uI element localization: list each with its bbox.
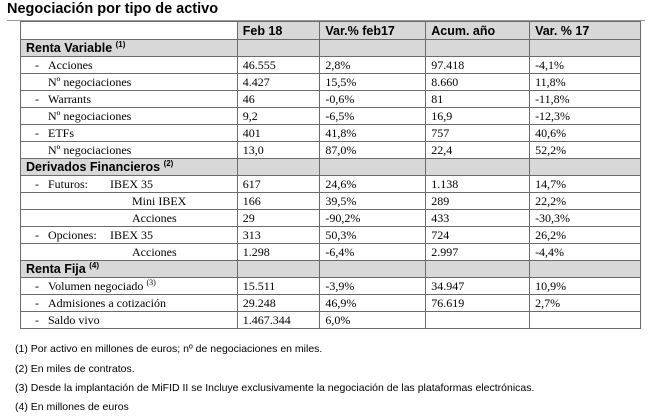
section-note: (2): [163, 158, 174, 168]
row-label-cell: [21, 278, 238, 295]
value-feb18: 1.298: [237, 244, 320, 261]
row-label-cell: [21, 74, 238, 91]
value-var-17: 22,2%: [530, 193, 641, 210]
value-feb18: 4.427: [237, 74, 320, 91]
value-acum-ano: 16,9: [426, 108, 530, 125]
value-var-17: 2,7%: [530, 295, 641, 312]
page-title: Negociación por tipo de activo: [7, 1, 219, 17]
section-note: (4): [89, 260, 100, 270]
value-var-17: 26,2%: [530, 227, 641, 244]
row-label: Futuros:: [48, 177, 89, 191]
value-feb18: 46.555: [237, 57, 320, 74]
row-label: Nº negociaciones: [48, 143, 132, 157]
row-dash: -: [35, 92, 39, 106]
value-acum-ano: 724: [426, 227, 530, 244]
value-var-feb17: -6,4%: [320, 244, 426, 261]
value-feb18: 15.511: [237, 278, 320, 295]
value-var-17: -11,8%: [530, 91, 641, 108]
value-var-17: -12,3%: [530, 108, 641, 125]
row-label-cell: [21, 227, 238, 244]
table-row: [21, 176, 641, 193]
row-label-cell: [21, 312, 238, 329]
value-acum-ano: 1.138: [426, 176, 530, 193]
value-feb18: 9,2: [237, 108, 320, 125]
section-empty-cell: [237, 261, 320, 278]
value-acum-ano: 289: [426, 193, 530, 210]
value-var-17: 10,9%: [530, 278, 641, 295]
value-var-feb17: 41,8%: [320, 125, 426, 142]
row-dash: -: [35, 296, 39, 310]
row-label-cell: [21, 193, 238, 210]
row-label-cell: [21, 244, 238, 261]
table-row: [21, 278, 641, 295]
value-acum-ano: 97.418: [426, 57, 530, 74]
value-acum-ano: 2.997: [426, 244, 530, 261]
table-row: [21, 108, 641, 125]
row-label-cell: [21, 176, 238, 193]
section-empty-cell: [530, 159, 641, 176]
table-body: [21, 40, 641, 329]
row-dash: -: [35, 126, 39, 140]
row-label-cell: [21, 142, 238, 159]
table-header-row: [21, 22, 641, 40]
value-acum-ano: 81: [426, 91, 530, 108]
section-empty-cell: [426, 40, 530, 57]
value-var-17: -4,4%: [530, 244, 641, 261]
row-sublabel: IBEX 35: [110, 177, 153, 191]
value-acum-ano: 8.660: [426, 74, 530, 91]
value-var-17: 11,8%: [530, 74, 641, 91]
section-title: [21, 159, 238, 176]
table-row: [21, 91, 641, 108]
value-var-17: 40,6%: [530, 125, 641, 142]
row-sublabel: Mini IBEX: [132, 194, 187, 208]
value-feb18: 617: [237, 176, 320, 193]
table-row: [21, 74, 641, 91]
section-empty-cell: [237, 40, 320, 57]
row-dash: -: [35, 313, 39, 327]
value-acum-ano: 22,4: [426, 142, 530, 159]
value-var-feb17: 50,3%: [320, 227, 426, 244]
row-label: Acciones: [48, 58, 93, 72]
value-var-feb17: -3,9%: [320, 278, 426, 295]
row-sublabel: IBEX 35: [110, 228, 153, 242]
row-sublabel: Acciones: [132, 245, 177, 259]
column-header-var-17: Var. % 17: [530, 22, 641, 40]
row-label: Admisiones a cotización: [48, 296, 166, 310]
trading-table: [20, 21, 641, 329]
value-var-feb17: 46,9%: [320, 295, 426, 312]
row-label-cell: [21, 108, 238, 125]
table-row: [21, 193, 641, 210]
value-acum-ano: 76.619: [426, 295, 530, 312]
table-row: [21, 312, 641, 329]
section-header-row: [21, 159, 641, 176]
row-dash: -: [35, 279, 39, 293]
row-label-cell: [21, 125, 238, 142]
value-var-feb17: 39,5%: [320, 193, 426, 210]
value-var-17: [530, 312, 641, 329]
row-label: Nº negociaciones: [48, 75, 132, 89]
table-row: [21, 125, 641, 142]
table-row: [21, 295, 641, 312]
row-dash: -: [35, 58, 39, 72]
footnote: (3) Desde la implantación de MiFID II se Incluye exclusivamente la negociación de las plataformas electrónicas.: [15, 382, 535, 394]
table-row: [21, 57, 641, 74]
row-label-cell: [21, 91, 238, 108]
table-row: [21, 227, 641, 244]
section-empty-cell: [320, 159, 426, 176]
footnote: (1) Por activo en millones de euros; nº de negociaciones en miles.: [15, 343, 323, 355]
section-name: Renta Variable: [26, 41, 113, 55]
column-header-feb18: Feb 18: [237, 22, 320, 40]
table-row: [21, 210, 641, 227]
row-label-cell: [21, 295, 238, 312]
row-label: ETFs: [48, 126, 75, 140]
row-label: Nº negociaciones: [48, 109, 132, 123]
section-title: [21, 40, 238, 57]
value-var-feb17: 24,6%: [320, 176, 426, 193]
row-dash: -: [35, 177, 39, 191]
section-empty-cell: [426, 261, 530, 278]
value-feb18: 29: [237, 210, 320, 227]
value-var-17: -30,3%: [530, 210, 641, 227]
section-empty-cell: [237, 159, 320, 176]
value-var-feb17: -6,5%: [320, 108, 426, 125]
section-header-row: [21, 40, 641, 57]
row-label-cell: [21, 210, 238, 227]
section-empty-cell: [320, 261, 426, 278]
row-label-note: (3): [146, 278, 156, 287]
value-var-feb17: 15,5%: [320, 74, 426, 91]
column-header-acum-ano: Acum. año: [426, 22, 530, 40]
section-name: Renta Fija: [26, 262, 86, 276]
value-feb18: 13,0: [237, 142, 320, 159]
value-acum-ano: 433: [426, 210, 530, 227]
section-name: Derivados Financieros: [26, 160, 161, 174]
value-var-17: 14,7%: [530, 176, 641, 193]
row-sublabel: Acciones: [132, 211, 177, 225]
value-var-feb17: -90,2%: [320, 210, 426, 227]
value-var-feb17: 87,0%: [320, 142, 426, 159]
row-label: Volumen negociado: [48, 279, 144, 293]
value-var-17: -4,1%: [530, 57, 641, 74]
row-dash: -: [35, 228, 39, 242]
section-note: (1): [115, 39, 126, 49]
value-acum-ano: 757: [426, 125, 530, 142]
table-row: [21, 142, 641, 159]
row-label-cell: [21, 57, 238, 74]
column-header-var-feb17: Var.% feb17: [320, 22, 426, 40]
value-feb18: 29.248: [237, 295, 320, 312]
value-feb18: 1.467.344: [237, 312, 320, 329]
value-feb18: 401: [237, 125, 320, 142]
value-feb18: 46: [237, 91, 320, 108]
row-label: Saldo vivo: [48, 313, 100, 327]
footnote: (2) En miles de contratos.: [15, 363, 135, 375]
value-feb18: 313: [237, 227, 320, 244]
value-acum-ano: 34.947: [426, 278, 530, 295]
row-label: Warrants: [48, 92, 92, 106]
section-empty-cell: [530, 40, 641, 57]
value-var-feb17: 2,8%: [320, 57, 426, 74]
column-header-empty: [21, 22, 238, 40]
section-empty-cell: [426, 159, 530, 176]
section-empty-cell: [530, 261, 641, 278]
row-label: Opciones:: [48, 228, 97, 242]
value-var-feb17: -0,6%: [320, 91, 426, 108]
section-header-row: [21, 261, 641, 278]
value-feb18: 166: [237, 193, 320, 210]
footnote: (4) En millones de euros: [15, 401, 129, 413]
section-empty-cell: [320, 40, 426, 57]
value-var-17: 52,2%: [530, 142, 641, 159]
value-var-feb17: 6,0%: [320, 312, 426, 329]
value-acum-ano: [426, 312, 530, 329]
section-title: [21, 261, 238, 278]
table-row: [21, 244, 641, 261]
